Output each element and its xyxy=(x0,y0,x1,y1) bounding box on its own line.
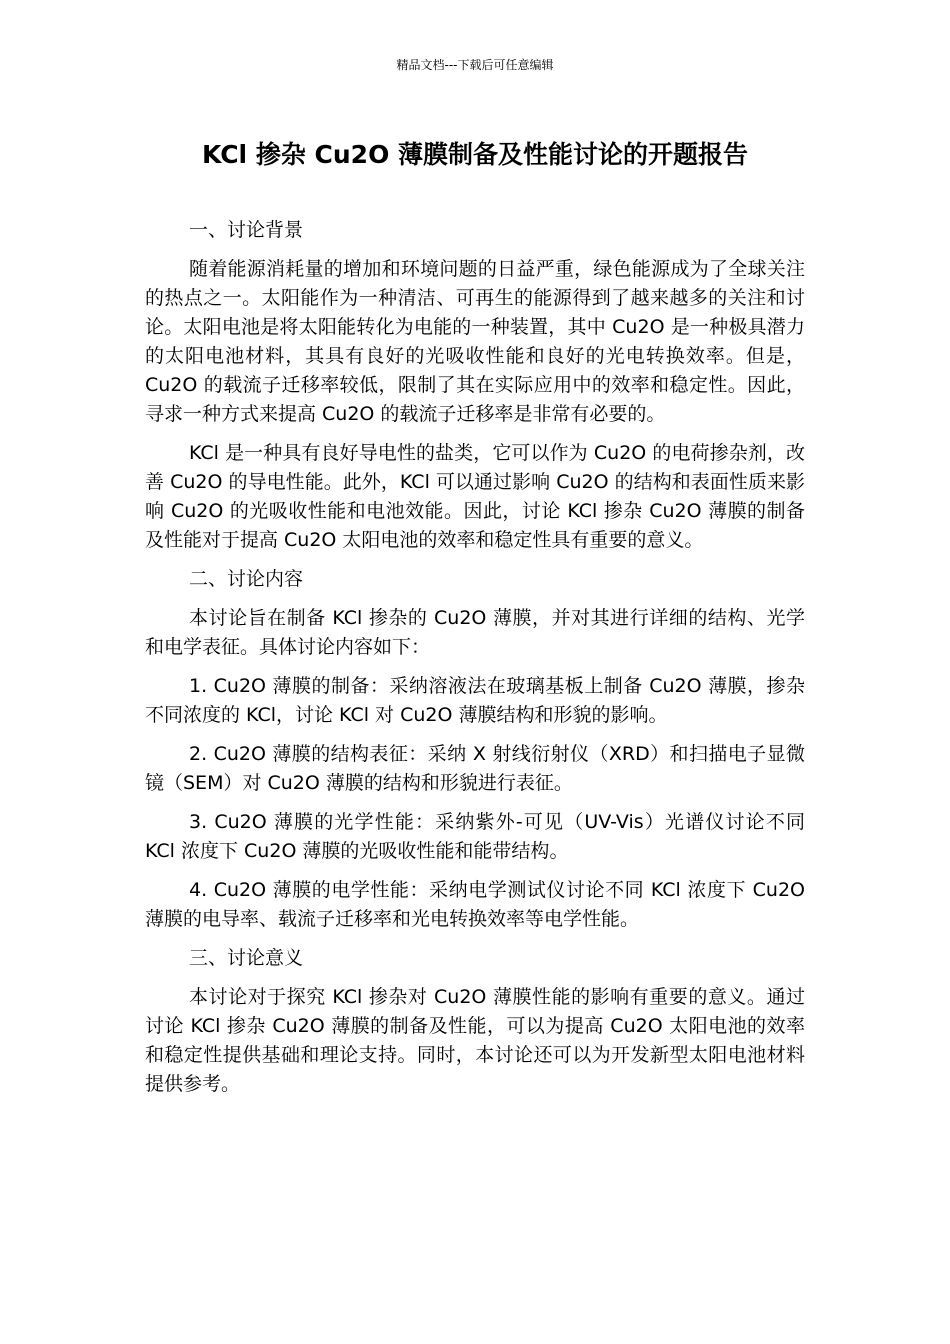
list-item: 4. Cu2O 薄膜的电学性能：采纳电学测试仪讨论不同 KCl 浓度下 Cu2O 薄膜的电导率、载流子迁移率和光电转换效率等电学性能。 xyxy=(145,879,805,930)
page-header: 精品文档---下载后可任意编辑 xyxy=(396,58,554,72)
section-heading-background: 一、讨论背景 xyxy=(189,219,304,241)
list-item: 3. Cu2O 薄膜的光学性能：采纳紫外-可见（UV-Vis）光谱仪讨论不同 KCl 浓度下 Cu2O 薄膜的光吸收性能和能带结构。 xyxy=(145,811,805,862)
document-title: KCl 掺杂 Cu2O 薄膜制备及性能讨论的开题报告 xyxy=(201,140,749,169)
paragraph: 本讨论对于探究 KCl 掺杂对 Cu2O 薄膜性能的影响有重要的意义。通过讨论 KCl 掺杂 Cu2O 薄膜的制备及性能，可以为提高 Cu2O 太阳电池的效率和稳定性提供基础和理论支持。同时，本讨论还可以为开发新型太阳电池材料提供参考。 xyxy=(145,986,805,1095)
paragraph: 随着能源消耗量的增加和环境问题的日益严重，绿色能源成为了全球关注的热点之一。太阳能作为一种清洁、可再生的能源得到了越来越多的关注和讨论。太阳电池是将太阳能转化为电能的一种装置，其中 Cu2O 是一种极具潜力的太阳电池材料，其具有良好的光吸收性能和良好的光电转换效率。但是，Cu2O 的载流子迁移率较低，限制了其在实际应用中的效率和稳定性。因此，寻求一种方式来提高 Cu2O 的载流子迁移率是非常有必要的。 xyxy=(145,258,805,425)
document-body xyxy=(145,216,805,1109)
section-heading-content: 二、讨论内容 xyxy=(189,568,304,590)
list-item: 1. Cu2O 薄膜的制备：采纳溶液法在玻璃基板上制备 Cu2O 薄膜，掺杂不同浓度的 KCl，讨论 KCl 对 Cu2O 薄膜结构和形貌的影响。 xyxy=(145,675,805,726)
list-item: 2. Cu2O 薄膜的结构表征：采纳 X 射线衍射仪（XRD）和扫描电子显微镜（SEM）对 Cu2O 薄膜的结构和形貌进行表征。 xyxy=(145,743,805,794)
section-heading-significance: 三、讨论意义 xyxy=(189,947,304,969)
paragraph: KCl 是一种具有良好导电性的盐类，它可以作为 Cu2O 的电荷掺杂剂，改善 Cu2O 的导电性能。此外，KCl 可以通过影响 Cu2O 的结构和表面性质来影响 Cu2O 的光吸收性能和电池效能。因此，讨论 KCl 掺杂 Cu2O 薄膜的制备及性能对于提高 Cu2O 太阳电池的效率和稳定性具有重要的意义。 xyxy=(145,442,805,551)
paragraph: 本讨论旨在制备 KCl 掺杂的 Cu2O 薄膜，并对其进行详细的结构、光学和电学表征。具体讨论内容如下： xyxy=(145,607,805,658)
